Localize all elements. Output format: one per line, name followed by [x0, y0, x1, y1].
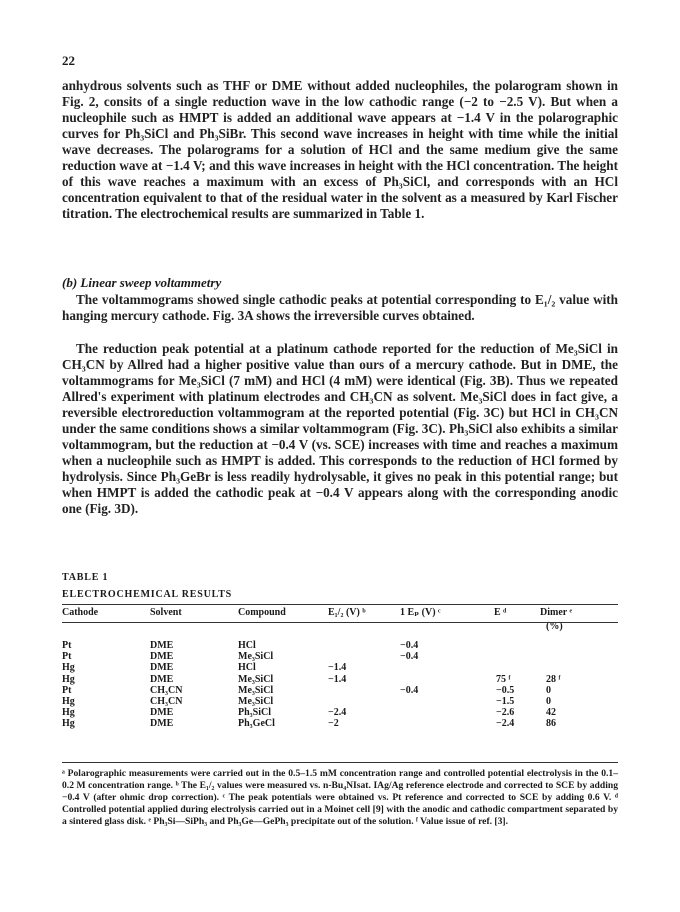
table-label: TABLE 1	[62, 572, 109, 583]
table-cell-cathode: Pt	[62, 684, 72, 696]
table-cell-cathode: Hg	[62, 718, 75, 730]
table-header-ep: 1 Eₚ (V) ᶜ	[400, 607, 441, 618]
table-cell-ep: −0.4	[400, 684, 419, 696]
table-cell-cathode: Hg	[62, 707, 75, 719]
paragraph-reduction-peak: The reduction peak potential at a platinum cathode reported for the reduction of Me₃SiCl in CH₃CN by Allred had a higher positive value than ours of a mercury cathode. But in DME, the voltammograms for Me₃SiCl (7 mM) and HCl (4 mM) were identical (Fig. 3B). Thus we repeated Allred's experiment with platinum electrodes and CH₃CN as solvent. Me₃SiCl does in fact give, a reversible electroreduction voltammogram at the reported potential (Fig. 3C) but HCl in CH₃CN under the same conditions shows a similar voltammogram (Fig. 3C). Ph₃SiCl also exhibits a similar voltammogram, but the reduction at −0.4 V (vs. SCE) increases with time and reaches a maximum when a nucleophile such as HMPT is added. This corresponds to the reduction of HCl formed by hydrolysis. Since Ph₃GeBr is less readily hydrolysable, it gives no peak in this potential range; but when HMPT is added the cathodic peak at −0.4 V appears along with the corresponding anodic one (Fig. 3D).	[62, 341, 618, 516]
table-cell-e-half: −1.4	[328, 673, 347, 685]
paragraph-polarography: anhydrous solvents such as THF or DME without added nucleophiles, the polarogram shown in Fig. 2, consits of a single reduction wave in the low cathodic range (−2 to −2.5 V). But when a nucleophile such as HMPT is added an additional wave appears at −1.4 V in the polarographic curves for Ph₃SiCl and Ph₃SiBr. This second wave increases in height with time while the initial wave decreases. The polarograms for a solution of HCl and the same medium give the same reduction wave at −1.4 V; and this wave increases in height with the HCl concentration. The height of this wave reaches a maximum with an excess of Ph₃SiCl, and corresponds with an HCl concentration equivalent to that of the residual water in the solvent as a measured by Karl Fischer titration. The electrochemical results are summarized in Table 1.	[62, 78, 618, 221]
table-cell-ep: −0.4	[400, 640, 419, 651]
paragraph-voltammograms: The voltammograms showed single cathodic peaks at potential corresponding to E₁/₂ value with hanging mercury cathode. Fig. 3A shows the irreversible curves obtained.	[62, 292, 618, 323]
table-cell-e-half: −2.4	[328, 707, 347, 719]
table-footnotes: ᵃ Polarographic measurements were carried out in the 0.5–1.5 mM concentration range and controlled potential electrolysis in the 0.1–0.2 M concentration range. ᵇ The E₁/₂ values were measured vs. n-Bu₄NIsat. IAg/Ag reference electrode and corrected to SCE by adding −0.4 V (after ohmic drop correction). ᶜ The peak potentials were obtained vs. Pt reference and corrected to SCE by adding 0.6 V. ᵈ Controlled potential applied during electrolysis carried out in a Moinet cell [9] with the anodic and cathodic compartment separated by a sintered glass disk. ᵉ Ph₃Si—SiPh₃ and Ph₃Ge—GePh₃ precipitate out of the solution. ᶠ Value issue of ref. [3].	[62, 768, 618, 827]
table-cell-e: −0.5	[496, 684, 515, 696]
table-cell-e-half: −1.4	[328, 662, 347, 674]
table-cell-ep: −0.4	[400, 651, 419, 663]
table-cell-e: −1.5	[496, 696, 515, 707]
table-header-rule	[62, 622, 618, 623]
table-cell-cathode: Hg	[62, 696, 75, 707]
table-header-cathode: Cathode	[62, 607, 99, 618]
table-cell-e: −2.6	[496, 707, 515, 719]
table-header-dimer: Dimer ᵉ	[540, 607, 573, 618]
table-cell-compound: Ph₃SiCl	[238, 707, 272, 719]
table-header-dimer-unit: (%)	[546, 621, 563, 632]
table-bottom-rule	[62, 762, 618, 763]
table-cell-e-half: −2	[328, 718, 339, 730]
table-cell-solvent: DME	[150, 662, 174, 674]
table-cell-solvent: CH₃CN	[150, 684, 183, 696]
table-cell-dimer: 86	[546, 718, 556, 730]
table-cell-compound: HCl	[238, 662, 256, 674]
table-top-rule	[62, 604, 618, 605]
table-cell-solvent: DME	[150, 707, 174, 719]
table-cell-compound: Me₃SiCl	[238, 696, 274, 707]
table-cell-compound: Me₃SiCl	[238, 651, 274, 663]
table-cell-compound: Me₃SiCl	[238, 673, 274, 685]
table-header-compound: Compound	[238, 607, 286, 618]
table-header-e: E ᵈ	[494, 607, 507, 618]
table-cell-solvent: DME	[150, 718, 174, 730]
section-heading: (b) Linear sweep voltammetry	[62, 275, 222, 290]
table-cell-cathode: Pt	[62, 640, 72, 651]
table-cell-dimer: 42	[546, 707, 556, 719]
table-cell-solvent: DME	[150, 673, 174, 685]
table-cell-compound: Me₃SiCl	[238, 684, 274, 696]
table-cell-compound: Ph₃GeCl	[238, 718, 275, 730]
table-cell-cathode: Pt	[62, 651, 72, 663]
table-title: ELECTROCHEMICAL RESULTS	[62, 589, 233, 600]
table-header-e-half: E₁/₂ (V) ᵇ	[328, 607, 366, 618]
table-cell-e: −2.4	[496, 718, 515, 730]
table-cell-solvent: DME	[150, 651, 174, 663]
table-cell-compound: HCl	[238, 640, 256, 651]
table-cell-e: 75 ᶠ	[496, 673, 511, 685]
table-cell-solvent: CH₃CN	[150, 696, 183, 707]
table-cell-dimer: 0	[546, 696, 551, 707]
table-cell-cathode: Hg	[62, 673, 75, 685]
table-cell-dimer: 28 ᶠ	[546, 673, 561, 685]
page-number: 22	[62, 53, 75, 68]
table-cell-cathode: Hg	[62, 662, 75, 674]
table-header-solvent: Solvent	[150, 607, 182, 618]
table-cell-dimer: 0	[546, 684, 551, 696]
table-cell-solvent: DME	[150, 640, 174, 651]
